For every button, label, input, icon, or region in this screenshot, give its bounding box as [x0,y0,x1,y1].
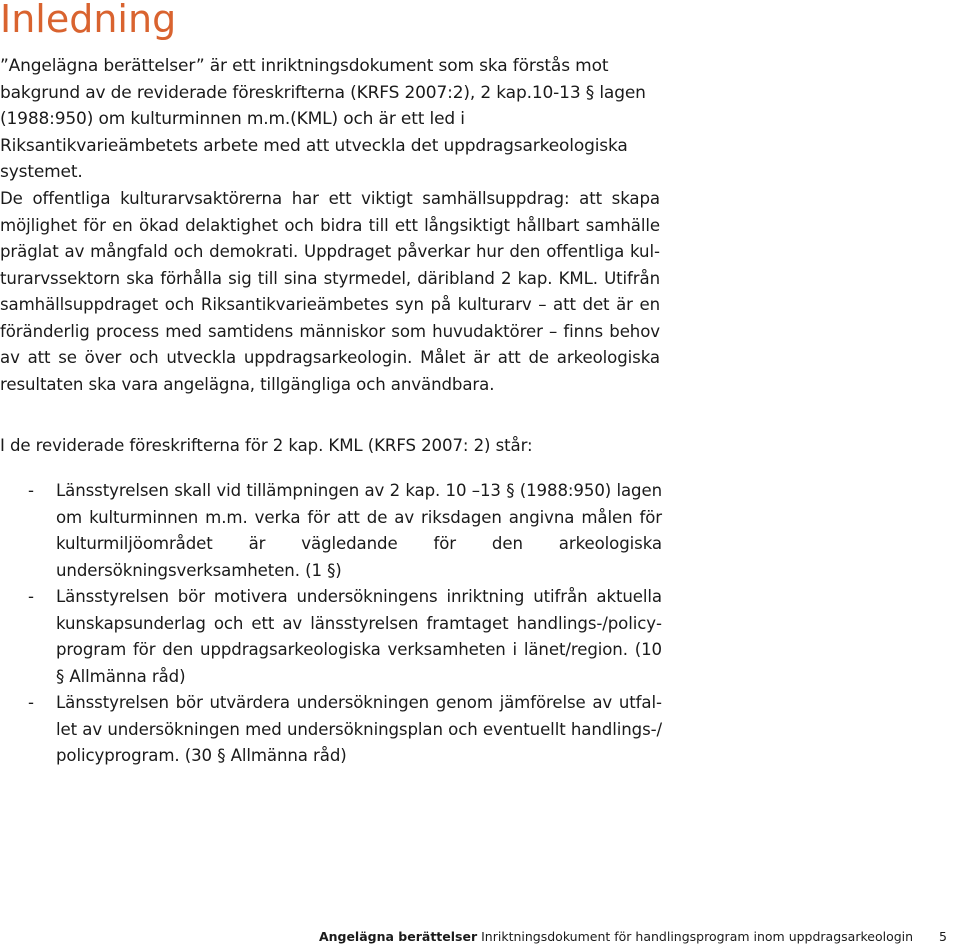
intro-paragraph: ”Angelägna berättelser” är ett inriktningsdokument som ska förstås mot bakgrund av de reviderade föreskrifterna (KRFS 2007:2), 2 kap.10-13 § lagen (1988:950) om kulturminnen m.m.(KML) och är ett led i Riksantikvarieämbetets arbete med att utveckla det uppdragsarkeologiska systemet. [0,56,646,182]
body-paragraph-2: I de reviderade föreskrifterna för 2 kap. KML (KRFS 2007: 2) står: [0,436,533,455]
list-item [0,478,662,584]
list-bullet: - [28,587,34,606]
list-item [0,690,662,770]
list-item-text: Länsstyrelsen bör motivera undersökningens inriktning utifrån aktuella kunskapsunderlag och ett av länsstyrelsen framtaget handlings-/policyprogram för den uppdragsarkeologiska verksamheten i länet/region. (10 § Allmänna råd) [56,587,662,686]
page-title: Inledning [0,0,177,41]
regulation-list [0,478,662,770]
footer-doc-subtitle: Inriktningsdokument för handlingsprogram inom uppdragsarkeologin [481,929,914,944]
list-bullet: - [28,481,34,500]
list-item [0,584,662,690]
page-footer [319,929,947,945]
page-number: 5 [939,929,947,944]
list-item-text: Länsstyrelsen bör utvärdera undersökningen genom jämförelse av utfallet av undersökningen med undersökningsplan och eventuellt handlings-/ policyprogram. (30 § Allmänna råd) [56,693,662,765]
body-paragraph-1: De offentliga kulturarvsaktörerna har ett viktigt samhällsuppdrag: att skapa möjlighet för en ökad delaktighet och bidra till ett långsiktigt hållbart samhälle präglat av mångfald och demokrati. Uppdraget påverkar hur den offentliga kulturarvssektorn ska förhålla sig till sina styrmedel, däribland 2 kap. KML. Utifrån samhällsuppdraget och Riksantikvarieämbetes syn på kulturarv – att det är en föränderlig process med samtidens människor som huvudaktörer – finns behov av att se över och utveckla uppdragsarkeologin. Målet är att de arkeologiska resultaten ska vara angelägna, tillgängliga och användbara. [0,189,660,394]
list-item-text: Länsstyrelsen skall vid tillämpningen av 2 kap. 10 –13 § (1988:950) lagen om kulturminnen m.m. verka för att de av riksdagen angivna målen för kulturmiljöområdet är vägledande för den arkeologiska undersökningsverksamheten. (1 §) [56,481,662,580]
footer-doc-title: Angelägna berättelser [318,929,478,944]
list-bullet: - [28,693,34,712]
